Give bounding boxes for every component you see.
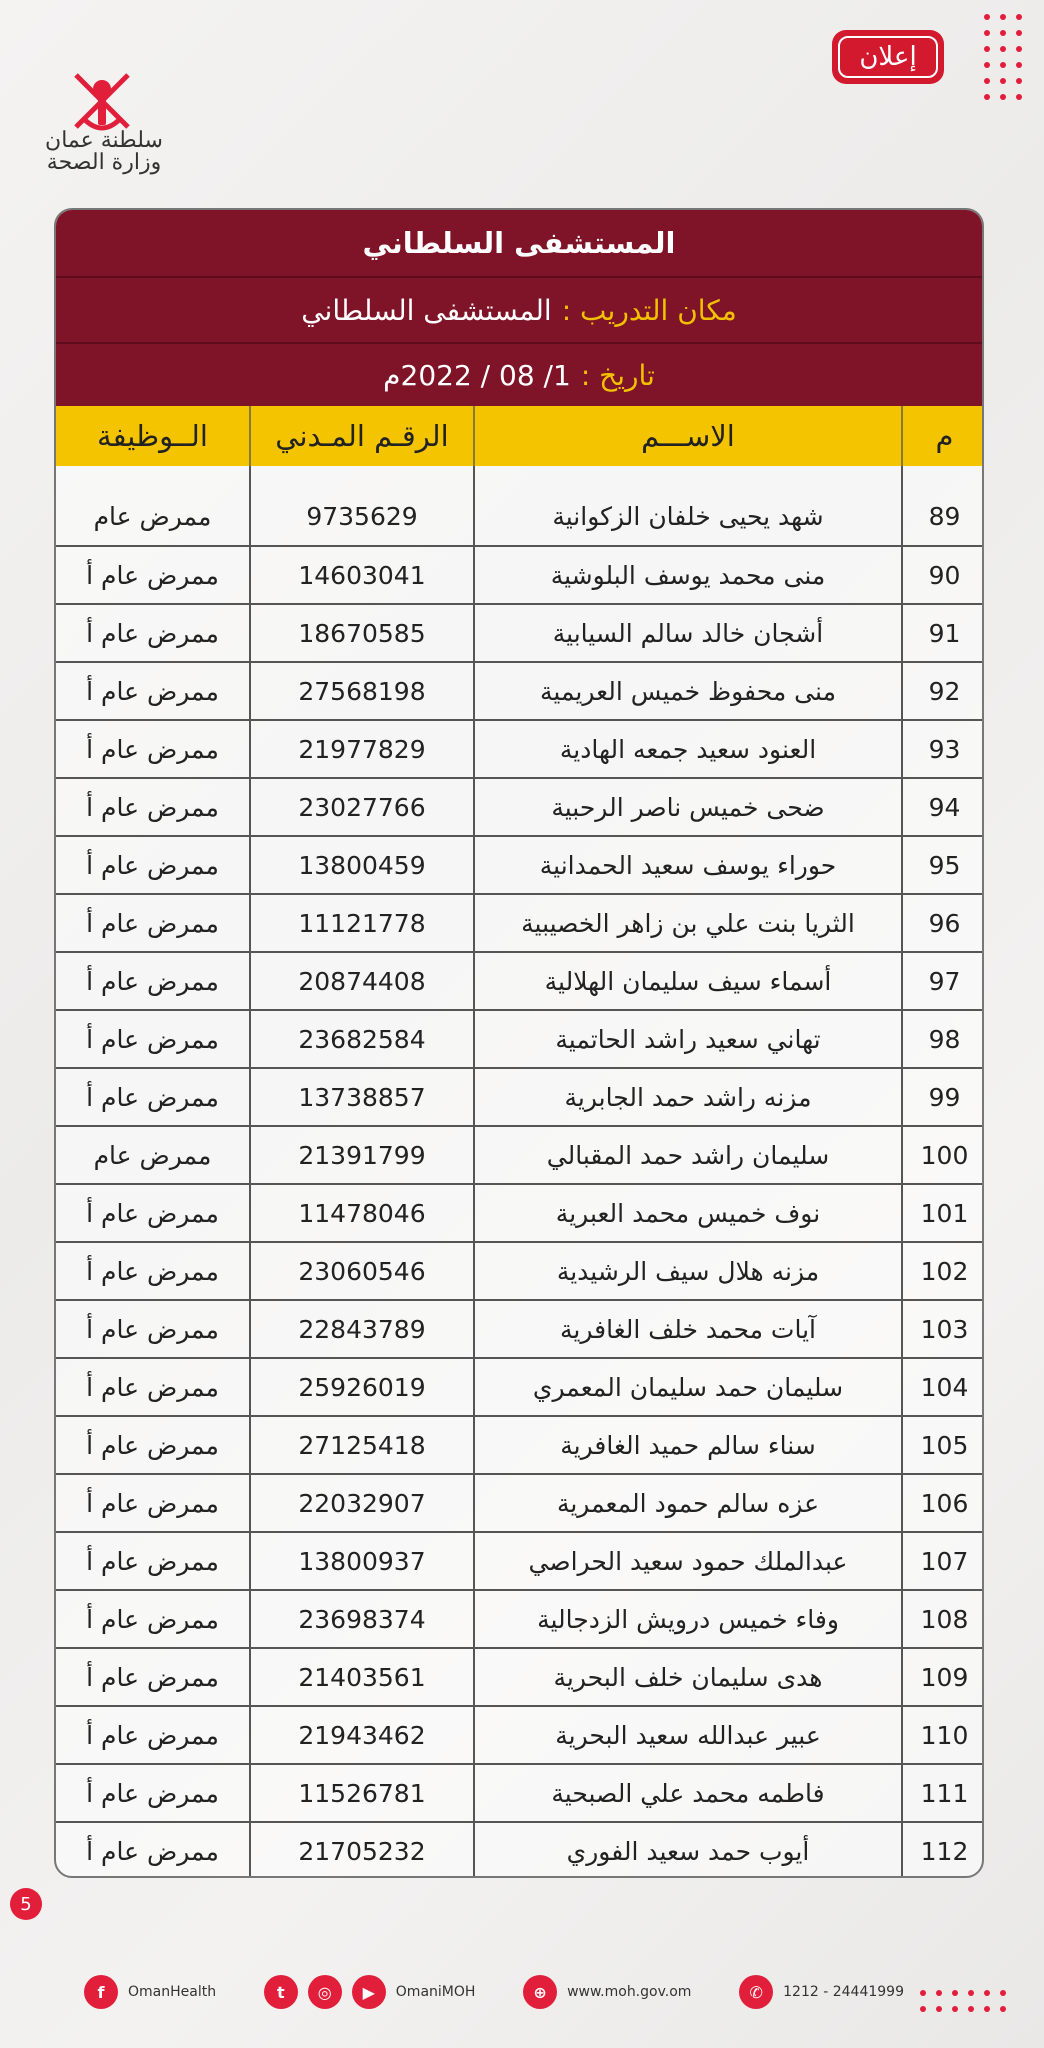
announcement-badge	[832, 30, 944, 84]
table-row	[56, 1532, 984, 1590]
cell-name: هدى سليمان خلف البحرية	[474, 1648, 902, 1706]
cell-number: 99	[902, 1068, 984, 1126]
table-row	[56, 778, 984, 836]
cell-civil-id: 20874408	[250, 952, 474, 1010]
cell-civil-id: 11121778	[250, 894, 474, 952]
table-spacer	[56, 466, 984, 488]
table-row	[56, 720, 984, 778]
cell-job: ممرض عام أ	[56, 1590, 250, 1648]
cell-number: 89	[902, 488, 984, 546]
cell-name: وفاء خميس درويش الزدجالية	[474, 1590, 902, 1648]
cell-name: سليمان حمد سليمان المعمري	[474, 1358, 902, 1416]
cell-job: ممرض عام أ	[56, 546, 250, 604]
table-row	[56, 546, 984, 604]
ministry-line2: وزارة الصحة	[46, 150, 162, 175]
cell-number: 91	[902, 604, 984, 662]
cell-number: 112	[902, 1822, 984, 1878]
cell-name: نوف خميس محمد العبرية	[474, 1184, 902, 1242]
cell-civil-id: 21943462	[250, 1706, 474, 1764]
table-row	[56, 894, 984, 952]
col-header-number: م	[902, 406, 984, 466]
social-handle: OmaniMOH	[395, 1984, 476, 2000]
cell-civil-id: 23027766	[250, 778, 474, 836]
cell-civil-id: 21403561	[250, 1648, 474, 1706]
cell-name: العنود سعيد جمعه الهادية	[474, 720, 902, 778]
cell-name: عبدالملك حمود سعيد الحراصي	[474, 1532, 902, 1590]
col-header-civil-id: الرقـم المـدني	[250, 406, 474, 466]
training-place-label: مكان التدريب :	[561, 293, 737, 327]
cell-name: شهد يحيى خلفان الزكوانية	[474, 488, 902, 546]
twitter-icon: t	[264, 1975, 298, 2009]
date-label: تاريخ :	[580, 358, 655, 392]
cell-job: ممرض عام أ	[56, 1474, 250, 1532]
footer-facebook[interactable]	[84, 1975, 216, 2009]
cell-job: ممرض عام أ	[56, 778, 250, 836]
table-row	[56, 1184, 984, 1242]
footer-website[interactable]	[523, 1975, 691, 2009]
cell-number: 105	[902, 1416, 984, 1474]
cell-job: ممرض عام أ	[56, 894, 250, 952]
cell-job: ممرض عام	[56, 488, 250, 546]
cell-number: 96	[902, 894, 984, 952]
table-row	[56, 1590, 984, 1648]
cell-civil-id: 27125418	[250, 1416, 474, 1474]
dots-decoration-top	[984, 14, 1022, 100]
table-row	[56, 952, 984, 1010]
cell-civil-id: 14603041	[250, 546, 474, 604]
cell-job: ممرض عام أ	[56, 1532, 250, 1590]
instagram-icon: ◎	[308, 1975, 342, 2009]
youtube-icon: ▶	[352, 1975, 386, 2009]
col-header-name: الاســـم	[474, 406, 902, 466]
cell-name: عبير عبدالله سعيد البحرية	[474, 1706, 902, 1764]
table-row	[56, 488, 984, 546]
cell-civil-id: 21391799	[250, 1126, 474, 1184]
cell-job: ممرض عام أ	[56, 1706, 250, 1764]
cell-name: منى محفوظ خميس العريمية	[474, 662, 902, 720]
hospital-title: المستشفى السلطاني	[56, 210, 982, 276]
cell-name: فاطمه محمد علي الصبحية	[474, 1764, 902, 1822]
cell-civil-id: 22843789	[250, 1300, 474, 1358]
cell-name: سليمان راشد حمد المقبالي	[474, 1126, 902, 1184]
cell-civil-id: 13800937	[250, 1532, 474, 1590]
cell-number: 107	[902, 1532, 984, 1590]
cell-job: ممرض عام أ	[56, 1068, 250, 1126]
table-row	[56, 836, 984, 894]
globe-icon: ⊕	[523, 1975, 557, 2009]
training-date	[56, 342, 982, 406]
table-row	[56, 1764, 984, 1822]
cell-name: الثريا بنت علي بن زاهر الخصيبية	[474, 894, 902, 952]
col-header-job: الــوظيفة	[56, 406, 250, 466]
cell-name: آيات محمد خلف الغافرية	[474, 1300, 902, 1358]
phone-number: 1212 - 24441999	[783, 1984, 904, 2000]
cell-job: ممرض عام أ	[86, 1837, 219, 1866]
cell-name: منى محمد يوسف البلوشية	[474, 546, 902, 604]
cell-number: 106	[902, 1474, 984, 1532]
cell-job: ممرض عام أ	[56, 1184, 250, 1242]
table-row	[56, 1706, 984, 1764]
cell-name: أسماء سيف سليمان الهلالية	[474, 952, 902, 1010]
cell-name: سناء سالم حميد الغافرية	[474, 1416, 902, 1474]
cell-name: تهاني سعيد راشد الحاتمية	[474, 1010, 902, 1068]
cell-number: 90	[902, 546, 984, 604]
cell-job: ممرض عام أ	[56, 1416, 250, 1474]
cell-job: ممرض عام أ	[56, 1300, 250, 1358]
cell-number: 110	[902, 1706, 984, 1764]
trainee-table	[56, 406, 984, 1878]
cell-civil-id: 21705232	[250, 1822, 474, 1878]
cell-name: ضحى خميس ناصر الرحبية	[474, 778, 902, 836]
cell-civil-id: 11526781	[250, 1764, 474, 1822]
cell-number: 95	[902, 836, 984, 894]
table-row	[56, 1416, 984, 1474]
cell-number: 109	[902, 1648, 984, 1706]
cell-job: ممرض عام أ	[56, 662, 250, 720]
cell-job: ممرض عام أ	[56, 1648, 250, 1706]
phone-icon: ✆	[739, 1975, 773, 2009]
table-row	[56, 1474, 984, 1532]
facebook-icon: f	[84, 1975, 118, 2009]
cell-job: ممرض عام أ	[56, 1010, 250, 1068]
table-row	[56, 1358, 984, 1416]
table-row	[56, 1822, 984, 1878]
footer-phone[interactable]	[739, 1975, 904, 2009]
cell-number: 101	[902, 1184, 984, 1242]
page-number: 5	[10, 1888, 42, 1920]
cell-job: ممرض عام أ	[56, 952, 250, 1010]
cell-civil-id: 23698374	[250, 1590, 474, 1648]
cell-civil-id: 18670585	[250, 604, 474, 662]
cell-name: حوراء يوسف سعيد الحمدانية	[474, 836, 902, 894]
table-row	[56, 1010, 984, 1068]
cell-number: 100	[902, 1126, 984, 1184]
cell-civil-id: 9735629	[250, 488, 474, 546]
table-row	[56, 1068, 984, 1126]
table-row	[56, 1648, 984, 1706]
cell-civil-id: 13800459	[250, 836, 474, 894]
date-value: 1/ 08 / 2022م	[383, 358, 571, 392]
cell-name: عزه سالم حمود المعمرية	[474, 1474, 902, 1532]
cell-number: 93	[902, 720, 984, 778]
cell-job: ممرض عام أ	[56, 1764, 250, 1822]
cell-civil-id: 22032907	[250, 1474, 474, 1532]
dots-decoration-bottom	[920, 1990, 1006, 2012]
cell-civil-id: 25926019	[250, 1358, 474, 1416]
cell-number: 104	[902, 1358, 984, 1416]
cell-name: أشجان خالد سالم السيابية	[474, 604, 902, 662]
ministry-line1: سلطنة عمان	[45, 128, 163, 153]
website-url: www.moh.gov.om	[567, 1984, 692, 2000]
cell-number: 94	[902, 778, 984, 836]
cell-job: ممرض عام أ	[56, 720, 250, 778]
cell-job: ممرض عام أ	[56, 1242, 250, 1300]
training-place-value: المستشفى السلطاني	[301, 293, 552, 327]
cell-civil-id: 21977829	[250, 720, 474, 778]
facebook-handle: OmanHealth	[128, 1984, 217, 2000]
cell-number: 102	[902, 1242, 984, 1300]
cell-job: ممرض عام أ	[56, 836, 250, 894]
footer	[84, 1972, 904, 2012]
table-row	[56, 604, 984, 662]
footer-social[interactable]	[264, 1975, 476, 2009]
cell-civil-id: 27568198	[250, 662, 474, 720]
training-place	[56, 276, 982, 342]
cell-name: أيوب حمد سعيد الفوري	[474, 1822, 902, 1878]
cell-civil-id: 23060546	[250, 1242, 474, 1300]
cell-civil-id: 23682584	[250, 1010, 474, 1068]
ministry-name	[34, 130, 174, 174]
table-header-row	[56, 406, 984, 466]
cell-number: 92	[902, 662, 984, 720]
announcement-label: إعلان	[838, 36, 938, 78]
trainee-list-card	[54, 208, 984, 1878]
cell-number: 111	[902, 1764, 984, 1822]
table-row	[56, 1126, 984, 1184]
table-row	[56, 1242, 984, 1300]
table-row	[56, 1300, 984, 1358]
cell-name: مزنه هلال سيف الرشيدية	[474, 1242, 902, 1300]
card-header	[56, 210, 982, 406]
table-row	[56, 662, 984, 720]
cell-name: مزنه راشد حمد الجابرية	[474, 1068, 902, 1126]
cell-job: ممرض عام أ	[56, 1358, 250, 1416]
cell-job: ممرض عام أ	[56, 604, 250, 662]
cell-civil-id: 11478046	[250, 1184, 474, 1242]
cell-job: ممرض عام	[56, 1126, 250, 1184]
cell-number: 108	[902, 1590, 984, 1648]
cell-civil-id: 13738857	[250, 1068, 474, 1126]
cell-number: 103	[902, 1300, 984, 1358]
cell-number: 97	[902, 952, 984, 1010]
cell-number: 98	[902, 1010, 984, 1068]
